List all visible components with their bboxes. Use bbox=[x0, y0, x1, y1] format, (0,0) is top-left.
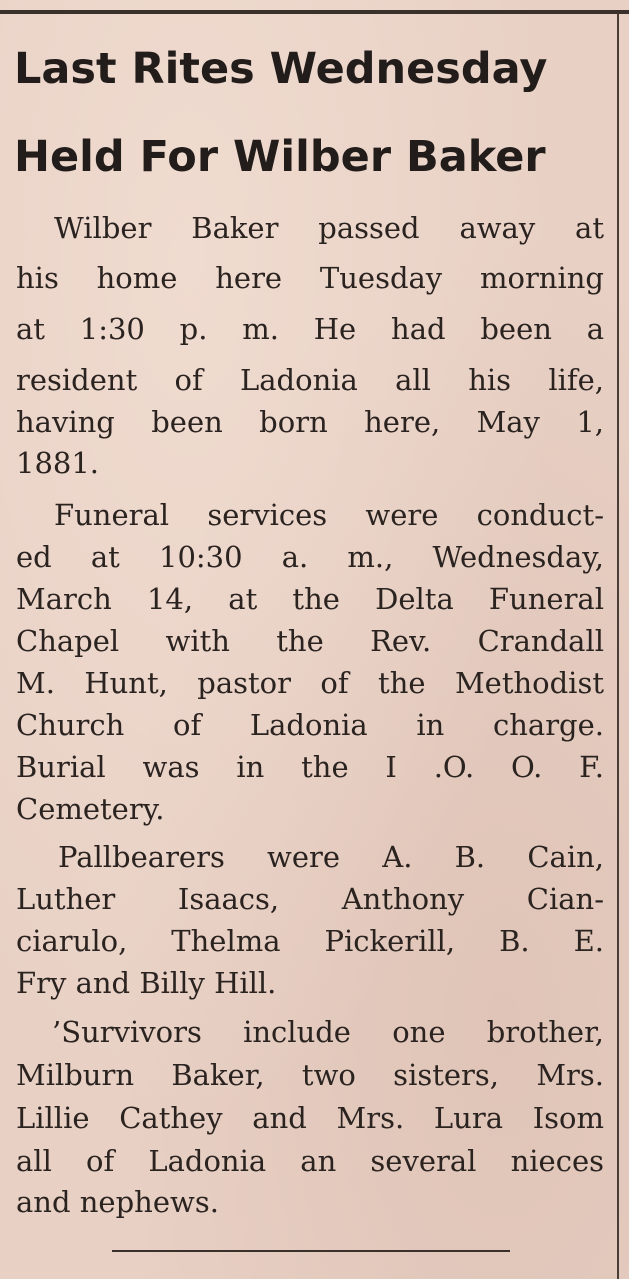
text-line: Fry and Billy Hill. bbox=[16, 966, 277, 1000]
text-line: resident of Ladonia all his life, bbox=[16, 363, 604, 397]
text-line: his home here Tuesday morning bbox=[16, 261, 604, 295]
text-line: Cemetery. bbox=[16, 792, 165, 826]
text-line: Pallbearers were A. B. Cain, bbox=[58, 840, 604, 874]
text-line: March 14, at the Delta Funeral bbox=[16, 582, 604, 616]
text-line: at 1:30 p. m. He had been a bbox=[16, 312, 604, 346]
text-line: Burial was in the I .O. O. F. bbox=[16, 750, 604, 784]
headline-line-1: Last Rites Wednesday bbox=[14, 44, 548, 94]
text-line: Church of Ladonia in charge. bbox=[16, 708, 604, 742]
text-line: having been born here, May 1, bbox=[16, 405, 604, 439]
text-line: ed at 10:30 a. m., Wednesday, bbox=[16, 540, 604, 574]
text-line: Funeral services were conduct- bbox=[54, 498, 604, 532]
headline-line-2: Held For Wilber Baker bbox=[14, 132, 546, 182]
text-line: Chapel with the Rev. Crandall bbox=[16, 624, 604, 658]
text-line: Lillie Cathey and Mrs. Lura Isom bbox=[16, 1101, 604, 1135]
text-line: M. Hunt, pastor of the Methodist bbox=[16, 666, 604, 700]
end-of-article-rule bbox=[112, 1250, 510, 1252]
text-line: and nephews. bbox=[16, 1185, 219, 1219]
text-line: Luther Isaacs, Anthony Cian- bbox=[16, 882, 604, 916]
text-line: ciarulo, Thelma Pickerill, B. E. bbox=[16, 924, 604, 958]
top-rule bbox=[0, 10, 629, 14]
text-line: Wilber Baker passed away at bbox=[54, 211, 604, 245]
text-line: 1881. bbox=[16, 446, 100, 480]
text-line: all of Ladonia an several nieces bbox=[16, 1144, 604, 1178]
right-column-rule bbox=[617, 14, 619, 1279]
text-line: ’Survivors include one brother, bbox=[52, 1015, 604, 1049]
text-line: Milburn Baker, two sisters, Mrs. bbox=[16, 1058, 604, 1092]
